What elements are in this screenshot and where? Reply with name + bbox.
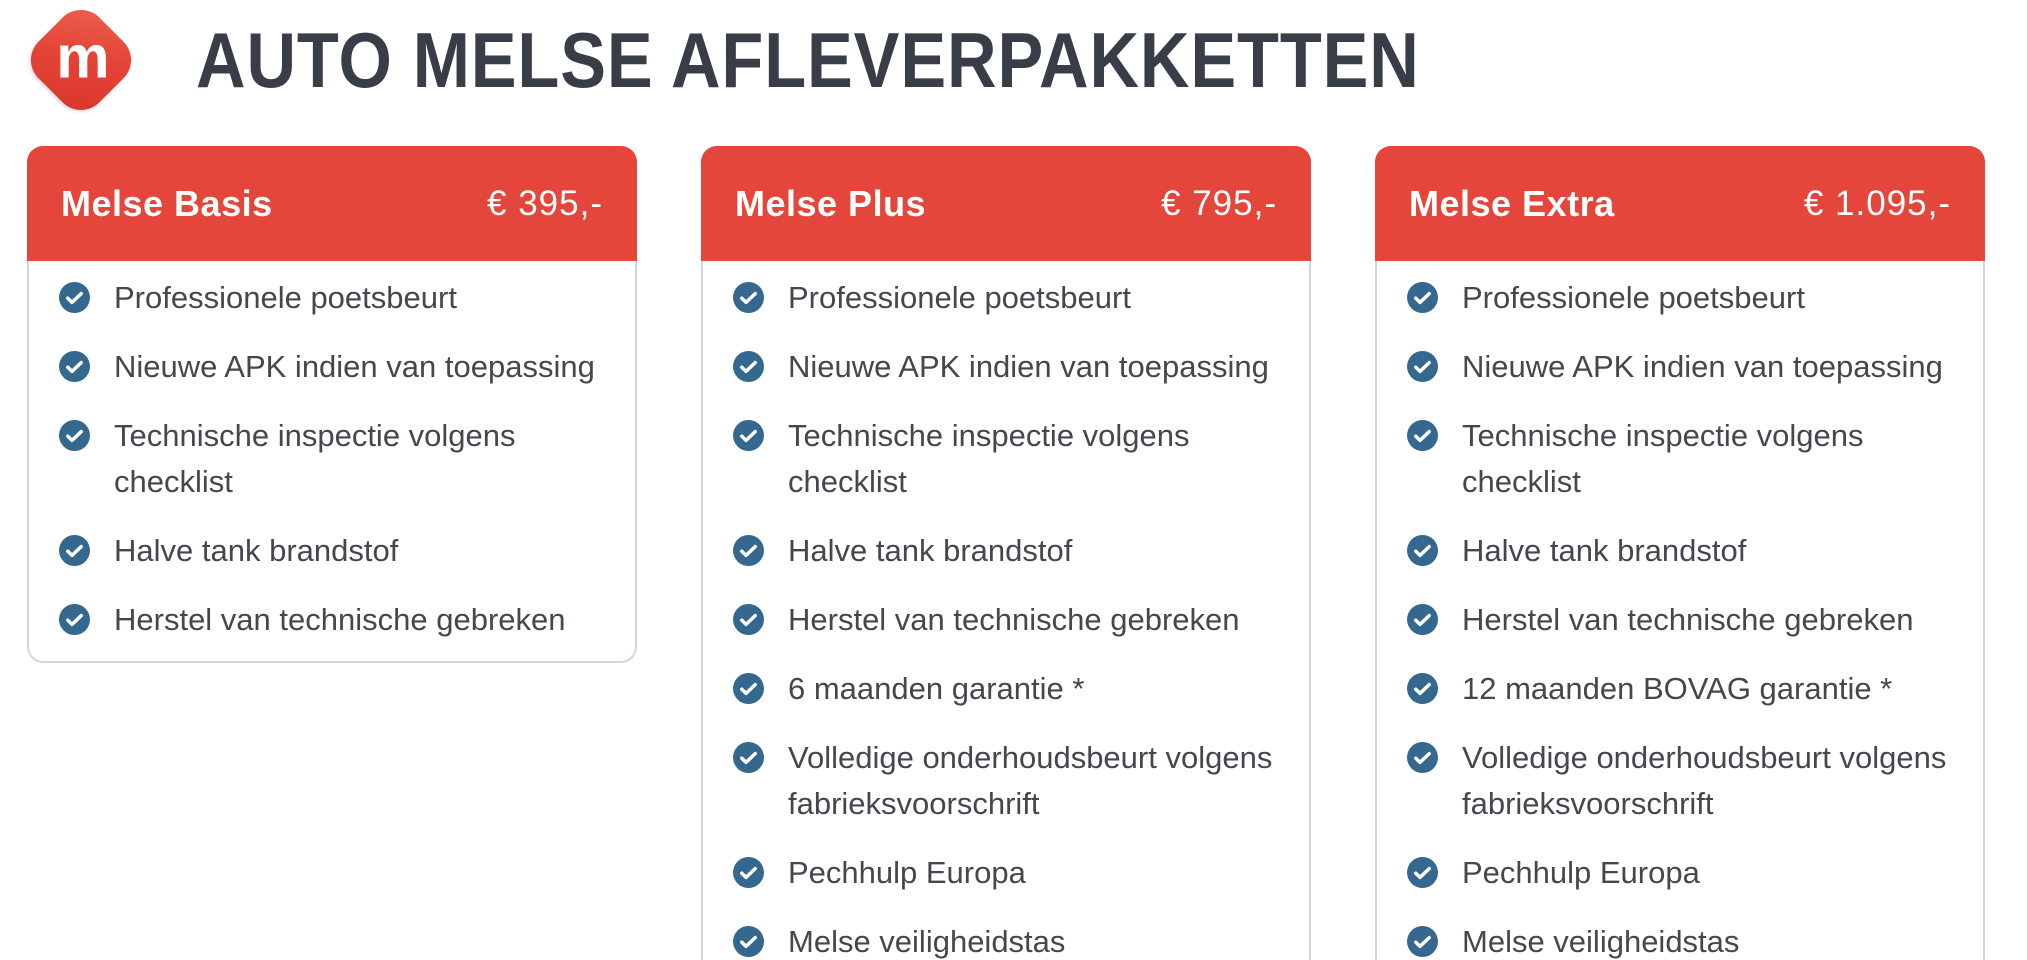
- feature-label: Professionele poetsbeurt: [788, 280, 1131, 315]
- check-circle-icon: [1407, 857, 1438, 888]
- page-title: AUTO MELSE AFLEVERPAKKETTEN: [196, 15, 1420, 104]
- feature-item: [733, 344, 1279, 390]
- feature-item: [733, 919, 1279, 960]
- auto-melse-logo: [18, 8, 144, 112]
- feature-label: Halve tank brandstof: [788, 533, 1073, 568]
- feature-item: [1407, 666, 1953, 712]
- feature-item: [1407, 528, 1953, 574]
- feature-item: [733, 413, 1279, 505]
- feature-item: [1407, 597, 1953, 643]
- feature-item: [733, 528, 1279, 574]
- check-circle-icon: [59, 604, 90, 635]
- feature-item: [733, 597, 1279, 643]
- feature-list: [59, 275, 605, 643]
- feature-label: Technische inspectie volgens checklist: [788, 418, 1190, 499]
- package-cards-row: [0, 146, 2027, 960]
- feature-label: Nieuwe APK indien van toepassing: [788, 349, 1269, 384]
- feature-label: Nieuwe APK indien van toepassing: [114, 349, 595, 384]
- package-name: Melse Plus: [735, 182, 927, 224]
- feature-label: Herstel van technische gebreken: [1462, 602, 1914, 637]
- feature-list: [733, 275, 1279, 960]
- card-header: [27, 146, 637, 261]
- check-circle-icon: [59, 420, 90, 451]
- feature-label: Pechhulp Europa: [1462, 855, 1700, 890]
- card-body: [1375, 261, 1985, 960]
- feature-label: Technische inspectie volgens checklist: [114, 418, 516, 499]
- check-circle-icon: [1407, 742, 1438, 773]
- check-circle-icon: [59, 351, 90, 382]
- feature-item: [59, 528, 605, 574]
- feature-item: [1407, 275, 1953, 321]
- feature-label: Professionele poetsbeurt: [1462, 280, 1805, 315]
- check-circle-icon: [733, 857, 764, 888]
- check-circle-icon: [1407, 351, 1438, 382]
- feature-label: Herstel van technische gebreken: [788, 602, 1240, 637]
- feature-label: 6 maanden garantie *: [788, 671, 1085, 706]
- feature-label: Technische inspectie volgens checklist: [1462, 418, 1864, 499]
- package-name: Melse Basis: [61, 182, 273, 224]
- feature-label: Herstel van technische gebreken: [114, 602, 566, 637]
- card-melse-extra: [1375, 146, 1985, 960]
- check-circle-icon: [733, 742, 764, 773]
- check-circle-icon: [59, 535, 90, 566]
- package-price: € 795,-: [1161, 183, 1277, 223]
- card-body: [701, 261, 1311, 960]
- feature-item: [59, 597, 605, 643]
- check-circle-icon: [1407, 926, 1438, 957]
- check-circle-icon: [1407, 604, 1438, 635]
- feature-item: [733, 735, 1279, 827]
- feature-item: [59, 413, 605, 505]
- page-header: [0, 0, 2027, 112]
- check-circle-icon: [733, 535, 764, 566]
- check-circle-icon: [733, 351, 764, 382]
- feature-label: Volledige onderhoudsbeurt volgens fabrieksvoorschrift: [788, 740, 1273, 821]
- logo-letter-m: m: [56, 23, 110, 91]
- feature-item: [733, 275, 1279, 321]
- feature-label: Halve tank brandstof: [1462, 533, 1747, 568]
- check-circle-icon: [1407, 673, 1438, 704]
- check-circle-icon: [733, 420, 764, 451]
- feature-item: [733, 850, 1279, 896]
- feature-label: Nieuwe APK indien van toepassing: [1462, 349, 1943, 384]
- feature-item: [1407, 735, 1953, 827]
- feature-item: [59, 275, 605, 321]
- feature-label: Pechhulp Europa: [788, 855, 1026, 890]
- package-name: Melse Extra: [1409, 182, 1615, 224]
- check-circle-icon: [1407, 420, 1438, 451]
- card-body: [27, 261, 637, 663]
- feature-item: [1407, 413, 1953, 505]
- check-circle-icon: [59, 282, 90, 313]
- feature-item: [733, 666, 1279, 712]
- feature-item: [1407, 919, 1953, 960]
- feature-item: [1407, 344, 1953, 390]
- check-circle-icon: [1407, 282, 1438, 313]
- check-circle-icon: [733, 926, 764, 957]
- feature-label: Melse veiligheidstas: [788, 924, 1066, 959]
- feature-list: [1407, 275, 1953, 960]
- card-header: [701, 146, 1311, 261]
- check-circle-icon: [733, 673, 764, 704]
- feature-label: 12 maanden BOVAG garantie *: [1462, 671, 1893, 706]
- logo-diamond-shape: [20, 0, 142, 121]
- card-melse-basis: [27, 146, 637, 663]
- package-price: € 395,-: [487, 183, 603, 223]
- feature-label: Professionele poetsbeurt: [114, 280, 457, 315]
- card-melse-plus: [701, 146, 1311, 960]
- feature-label: Volledige onderhoudsbeurt volgens fabrieksvoorschrift: [1462, 740, 1947, 821]
- check-circle-icon: [733, 282, 764, 313]
- check-circle-icon: [733, 604, 764, 635]
- feature-item: [1407, 850, 1953, 896]
- feature-label: Melse veiligheidstas: [1462, 924, 1740, 959]
- feature-label: Halve tank brandstof: [114, 533, 399, 568]
- card-header: [1375, 146, 1985, 261]
- package-price: € 1.095,-: [1803, 183, 1951, 223]
- check-circle-icon: [1407, 535, 1438, 566]
- feature-item: [59, 344, 605, 390]
